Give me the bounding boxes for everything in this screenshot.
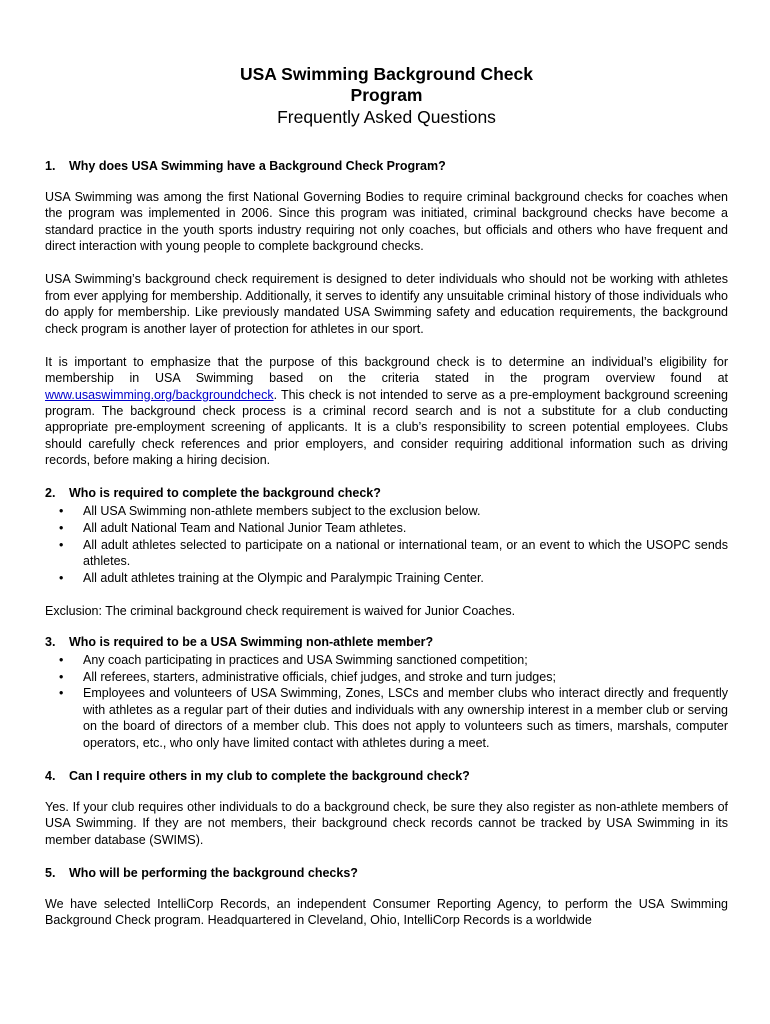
q5-paragraph-1: We have selected IntelliCorp Records, an independent Consumer Reporting Agency, to perform the USA Swimming Background Check program. Headquartered in Cleveland, Ohio, IntelliCorp Records is a worldwide	[45, 897, 728, 928]
question-3-heading	[45, 634, 728, 650]
question-number: 2.	[45, 486, 56, 501]
q3-bullet-list	[45, 652, 728, 752]
list-item-text: All referees, starters, administrative officials, chief judges, and stroke and turn judges;	[83, 669, 556, 684]
list-item-text: Any coach participating in practices and USA Swimming sanctioned competition;	[83, 652, 528, 667]
list-item-text: All adult athletes selected to participate on a national or international team, or an event to which the USOPC sends athletes.	[83, 537, 728, 569]
question-number: 3.	[45, 634, 56, 649]
q2-bullet-list	[45, 503, 728, 586]
list-item	[45, 652, 728, 669]
bullet-icon: •	[59, 570, 64, 585]
document-page	[45, 64, 728, 932]
q2-exclusion-note: Exclusion: The criminal background check requirement is waived for Junior Coaches.	[45, 603, 516, 618]
question-2-heading	[45, 485, 728, 501]
question-text: Who will be performing the background checks?	[69, 866, 358, 881]
q1-paragraph-1: USA Swimming was among the first National Governing Bodies to require criminal background checks for coaches when the program was implemented in 2006. Since this program was initiated, criminal background checks have become a standard practice in the youth sports industry requiring not only coaches, but officials and others who have frequent and direct interaction with young people to complete background checks.	[45, 190, 728, 254]
bullet-icon: •	[59, 537, 64, 552]
q4-paragraph-1: Yes. If your club requires other individuals to do a background check, be sure they also register as non-athlete members of USA Swimming. If they are not members, their background check records cannot be tracked by USA Swimming in its member database (SWIMS).	[45, 800, 728, 847]
q1-p3-text-after: . This check is not intended to serve as a pre-employment background screening program. The background check process is a criminal record search and is not a substitute for a club conducting appropriate pre-employment screening of applicants. It is a club’s responsibility to screen potential employees. Clubs should carefully check references and prior employers, and consider requiring additional information such as driving records, before making a hiring decision.	[45, 387, 728, 468]
list-item	[45, 503, 728, 520]
bullet-icon: •	[59, 669, 64, 684]
document-title	[45, 64, 728, 106]
question-5-heading	[45, 865, 728, 881]
q1-paragraph-2: USA Swimming’s background check requirement is designed to deter individuals who should not be working with athletes from ever applying for membership. Additionally, it serves to identify any unsuitable criminal history of those individuals who do apply for membership. Like previously mandated USA Swimming safety and education requirements, the background check program is another layer of protection for athletes in our sport.	[45, 272, 728, 336]
bullet-icon: •	[59, 686, 64, 701]
question-number: 4.	[45, 769, 56, 784]
list-item	[45, 669, 728, 686]
bullet-icon: •	[59, 521, 64, 536]
list-item	[45, 685, 728, 751]
list-item	[45, 537, 728, 570]
document-subtitle: Frequently Asked Questions	[277, 107, 496, 127]
bullet-icon: •	[59, 504, 64, 519]
question-4-heading	[45, 768, 728, 784]
list-item-text: All adult National Team and National Junior Team athletes.	[83, 521, 407, 536]
list-item	[45, 520, 728, 537]
list-item-text: All USA Swimming non-athlete members subject to the exclusion below.	[83, 504, 481, 519]
bullet-icon: •	[59, 652, 64, 667]
question-1-heading	[45, 158, 728, 174]
question-number: 1.	[45, 159, 56, 173]
title-line-1: USA Swimming Background Check	[239, 64, 533, 84]
list-item-text: All adult athletes training at the Olympic and Paralympic Training Center.	[83, 570, 484, 585]
question-number: 5.	[45, 866, 56, 881]
list-item	[45, 570, 728, 587]
question-text: Why does USA Swimming have a Background Check Program?	[69, 159, 446, 173]
question-text: Who is required to complete the background check?	[69, 486, 381, 501]
background-check-link[interactable]: www.usaswimming.org/backgroundcheck	[45, 387, 274, 402]
q1-p3-text-before: It is important to emphasize that the purpose of this background check is to determine an individual’s eligibility for membership in USA Swimming based on the criteria stated in the program overview found at	[45, 354, 728, 386]
question-text: Can I require others in my club to complete the background check?	[69, 769, 470, 784]
q1-paragraph-3	[45, 354, 728, 469]
question-text: Who is required to be a USA Swimming non-athlete member?	[69, 634, 434, 649]
list-item-text: Employees and volunteers of USA Swimming, Zones, LSCs and member clubs who interact directly and frequently with athletes as a regular part of their duties and individuals with any ownership interest in a member club or serving on the board of directors of a member club. This does not apply to volunteers such as timers, marshals, computer operators, etc., who only have limited contact with athletes during a meet.	[83, 686, 728, 750]
title-line-2: Program	[350, 85, 423, 105]
